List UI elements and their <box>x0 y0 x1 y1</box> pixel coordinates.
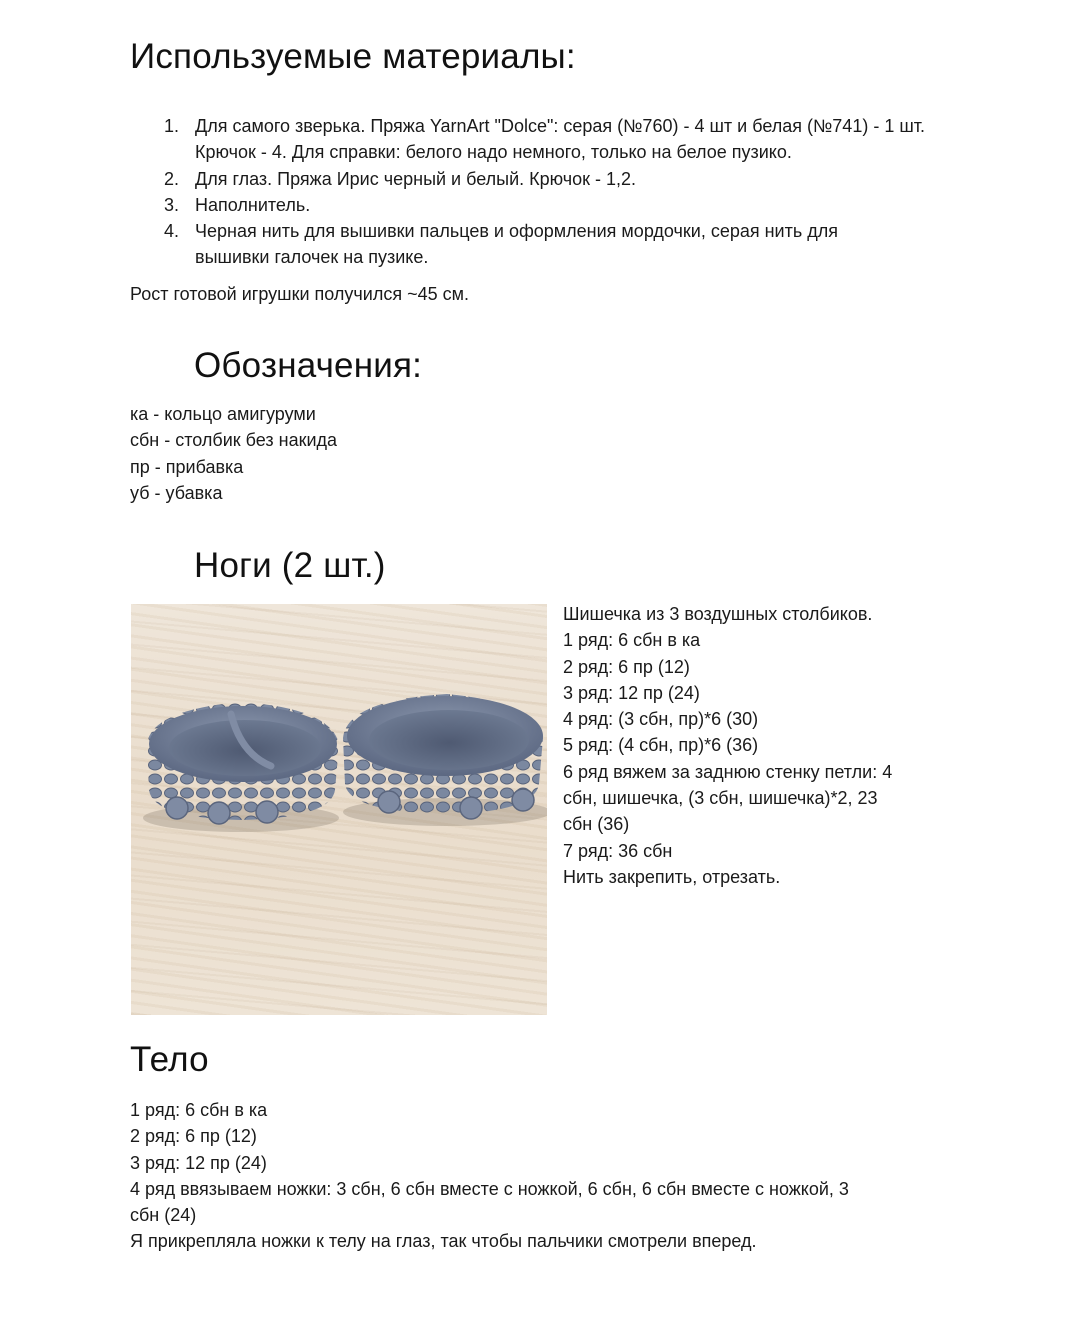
legend-item: пр - прибавка <box>130 456 244 477</box>
list-text: Для самого зверька. Пряжа YarnArt "Dolce": серая (№760) - 4 шт и белая (№741) - 1 шт. Крючок - 4. Для справки: белого надо немного, только на белое пузико. <box>195 116 926 163</box>
list-text: Черная нить для вышивки пальцев и оформления мордочки, серая нить для вышивки галочек на пузике. <box>195 221 838 268</box>
legend-list <box>130 401 337 506</box>
list-text: Для глаз. Пряжа Ирис черный и белый. Крючок - 1,2. <box>195 168 637 189</box>
legs-photo <box>131 604 547 1015</box>
crochet-feet-image <box>131 604 547 1015</box>
instruction-line: Шишечка из 3 воздушных столбиков. <box>563 604 873 624</box>
materials-list <box>164 113 955 271</box>
list-item <box>164 166 955 192</box>
instruction-line: сбн (36) <box>563 814 630 835</box>
list-number: 4. <box>164 221 180 242</box>
legs-instructions <box>563 601 892 890</box>
legend-item: уб - убавка <box>130 482 223 503</box>
materials-heading: Используемые материалы: <box>130 37 576 76</box>
list-item <box>164 113 955 166</box>
list-text: Наполнитель. <box>195 194 311 215</box>
instruction-line: сбн, шишечка, (3 сбн, шишечка)*2, 23 <box>563 788 878 809</box>
instruction-line: 6 ряд вяжем за заднюю стенку петли: 4 <box>563 761 893 782</box>
instruction-line: 1 ряд: 6 сбн в ка <box>563 630 701 651</box>
instruction-line: 5 ряд: (4 сбн, пр)*6 (36) <box>563 735 759 756</box>
instruction-line: 4 ряд ввязываем ножки: 3 сбн, 6 сбн вместе с ножкой, 6 сбн, 6 сбн вместе с ножкой, 3 <box>130 1178 849 1199</box>
instruction-line: 3 ряд: 12 пр (24) <box>130 1152 267 1173</box>
legend-heading: Обозначения: <box>194 346 423 385</box>
legs-heading: Ноги (2 шт.) <box>194 546 386 585</box>
body-heading: Тело <box>130 1040 209 1079</box>
instruction-line: 2 ряд: 6 пр (12) <box>563 656 690 677</box>
instruction-line: 2 ряд: 6 пр (12) <box>130 1126 257 1147</box>
instruction-line: Нить закрепить, отрезать. <box>563 866 781 887</box>
body-instructions <box>130 1097 849 1255</box>
list-item <box>164 192 955 218</box>
instruction-line: 3 ряд: 12 пр (24) <box>563 682 700 703</box>
list-item <box>164 218 915 271</box>
list-number: 2. <box>164 168 180 189</box>
instruction-line: Я прикрепляла ножки к телу на глаз, так чтобы пальчики смотрели вперед. <box>130 1231 757 1252</box>
instruction-line: сбн (24) <box>130 1205 197 1226</box>
instruction-line: 1 ряд: 6 сбн в ка <box>130 1100 268 1120</box>
legend-item: сбн - столбик без накида <box>130 430 338 451</box>
height-note: Рост готовой игрушки получился ~45 см. <box>130 284 469 304</box>
instruction-line: 7 ряд: 36 сбн <box>563 840 673 861</box>
instruction-line: 4 ряд: (3 сбн, пр)*6 (30) <box>563 709 759 730</box>
legend-item: ка - кольцо амигуруми <box>130 404 316 424</box>
list-number: 1. <box>164 116 180 136</box>
list-number: 3. <box>164 194 180 215</box>
